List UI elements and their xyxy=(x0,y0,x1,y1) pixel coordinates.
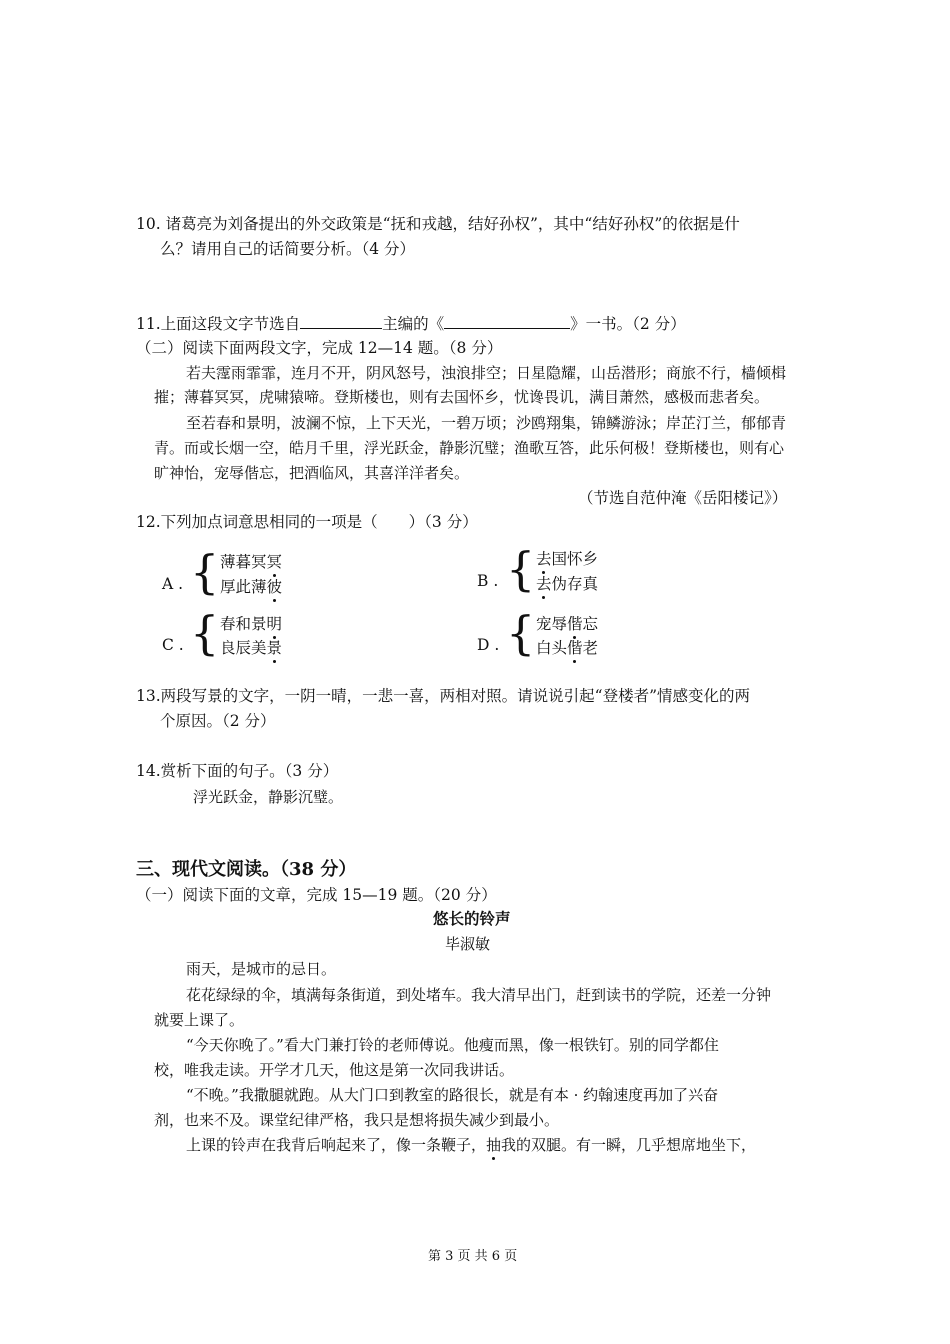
q14-quote: 浮光跃金，静影沉璧。 xyxy=(193,788,344,806)
option-word-a: 薄暮冥冥 xyxy=(220,553,283,571)
article-para3-line2: 校，唯我走读。开学才几天，他这是第一次同我讲话。 xyxy=(154,1061,515,1079)
q11-editor-blank[interactable] xyxy=(300,312,382,329)
q13-line2: 个原因。（2 分） xyxy=(160,712,276,730)
article-para5-line1: 上课的铃声在我背后响起来了，像一条鞭子，抽我的双腿。有一瞬，几乎想席地坐下， xyxy=(186,1136,757,1154)
option-word-b: 厚此薄彼 xyxy=(220,578,283,596)
q13-line1: 13.两段写景的文字，一阴一晴，一悲一喜，两相对照。请说说引起“登楼者”情感变化的两 xyxy=(136,687,751,705)
article-para2-line1: 花花绿绿的伞，填满每条街道，到处堵车。我大清早出门，赶到读书的学院，还差一分钟 xyxy=(186,986,772,1004)
article-para2-line2: 就要上课了。 xyxy=(154,1011,245,1029)
article-para4-line2: 剂，也来不及。课堂纪律严格，我只是想将损失减少到最小。 xyxy=(154,1111,560,1129)
option-word-a: 去国怀乡 xyxy=(536,550,599,568)
option-letter: D . xyxy=(477,636,500,654)
brace-icon: { xyxy=(190,606,220,660)
article-title: 悠长的铃声 xyxy=(433,909,511,928)
option-word-b: 去伪存真 xyxy=(536,575,599,593)
option-word-a: 春和景明 xyxy=(220,615,283,633)
option-letter: C . xyxy=(162,636,184,654)
article-para4-line1: “不晚。”我撒腿就跑。从大门口到教室的路很长，就是有本 · 约翰速度再加了兴奋 xyxy=(186,1086,719,1104)
passage-source: （节选自范仲淹《岳阳楼记》） xyxy=(578,489,788,507)
q11-book-blank[interactable] xyxy=(444,312,570,329)
passage1-line2: 摧；薄暮冥冥，虎啸猿啼。登斯楼也，则有去国怀乡，忧谗畏讥，满目萧然，感极而悲者矣。 xyxy=(154,388,770,406)
page-footer: 第 3 页 共 6 页 xyxy=(428,1249,518,1264)
passage2-line2: 青。而或长烟一空，皓月千里，浮光跃金，静影沉璧；渔歌互答，此乐何极！登斯楼也，则有心 xyxy=(154,439,785,457)
passage2-line3: 旷神怡，宠辱偕忘，把酒临风，其喜洋洋者矣。 xyxy=(154,464,470,482)
section3-heading: 三、现代文阅读。（38 分） xyxy=(136,859,357,880)
section3-subheading: （一）阅读下面的文章，完成 15—19 题。（20 分） xyxy=(136,886,497,904)
option-letter: B . xyxy=(477,572,499,590)
option-word-b: 良辰美景 xyxy=(220,639,283,657)
q11-prefix: 11.上面这段文字节选自 xyxy=(136,315,301,333)
article-para3-line1: “今天你晚了。”看大门兼打铃的老师傅说。他瘦而黑，像一根铁钉。别的同学都住 xyxy=(186,1036,719,1054)
q12-stem: 12.下列加点词意思相同的一项是（ ）（3 分） xyxy=(136,513,478,531)
q11-suffix: 》一书。（2 分） xyxy=(570,315,686,333)
brace-icon: { xyxy=(506,606,536,660)
passage1-line1: 若夫霪雨霏霏，连月不开，阴风怒号，浊浪排空；日星隐耀，山岳潜形；商旅不行，樯倾楫 xyxy=(186,364,787,382)
option-word-b: 白头偕老 xyxy=(536,639,599,657)
q10-line1: 10. 诸葛亮为刘备提出的外交政策是“抚和戎越，结好孙权”，其中“结好孙权”的依据是什 xyxy=(136,215,740,233)
brace-icon: { xyxy=(190,545,220,599)
passage2-line1: 至若春和景明，波澜不惊，上下天光，一碧万顷；沙鸥翔集，锦鳞游泳；岸芷汀兰，郁郁青 xyxy=(186,414,787,432)
q11-line xyxy=(136,312,686,335)
brace-icon: { xyxy=(506,542,536,596)
q11-middle: 主编的《 xyxy=(382,315,445,333)
article-para1: 雨天，是城市的忌日。 xyxy=(186,960,337,978)
q10-line2: 么？请用自己的话简要分析。（4 分） xyxy=(160,240,416,258)
part2-heading: （二）阅读下面两段文字，完成 12—14 题。（8 分） xyxy=(136,339,503,357)
option-letter: A . xyxy=(162,575,184,593)
q14-line1: 14.赏析下面的句子。（3 分） xyxy=(136,762,339,780)
article-author: 毕淑敏 xyxy=(445,935,491,953)
option-word-a: 宠辱偕忘 xyxy=(536,615,599,633)
